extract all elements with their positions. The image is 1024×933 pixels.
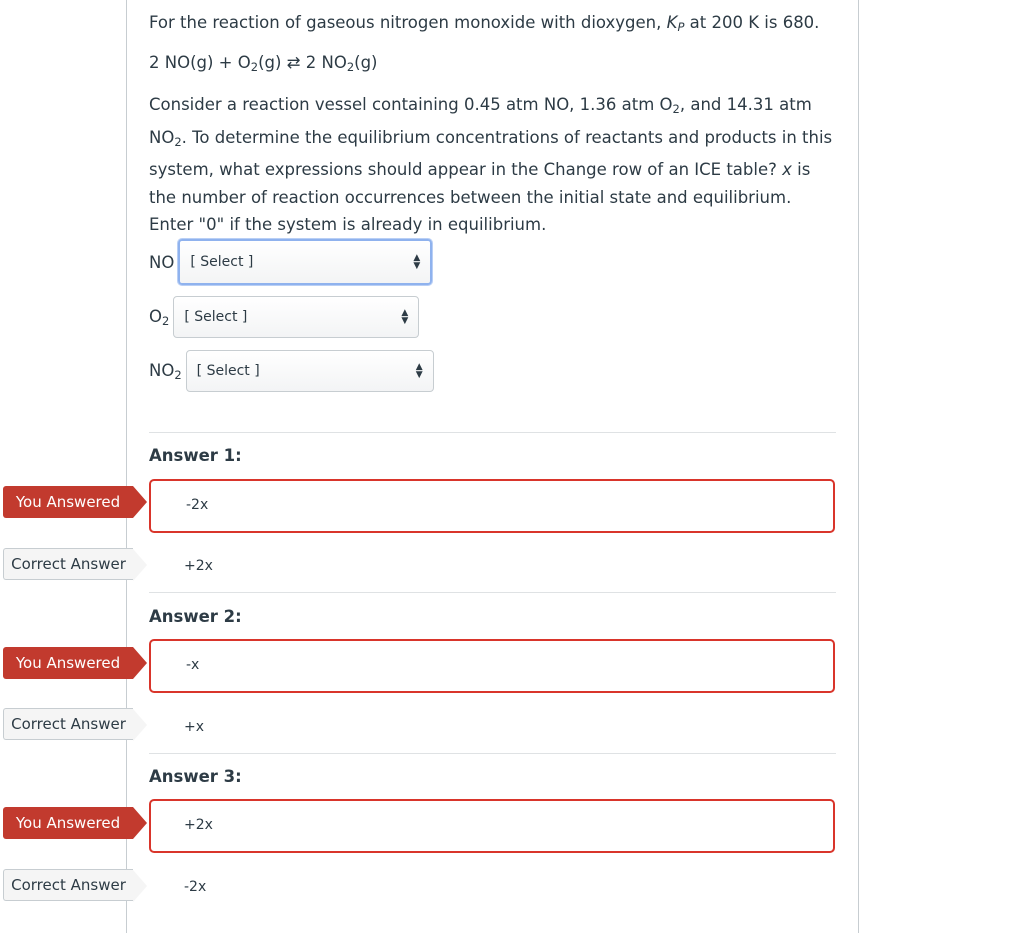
- kp-subscript: P: [677, 20, 685, 34]
- chem-label: O: [149, 306, 162, 326]
- you-answered-value: -2x: [186, 497, 209, 513]
- equation-subscript: 2: [346, 60, 355, 74]
- divider: [149, 432, 836, 433]
- divider: [149, 753, 836, 754]
- select-row-o2: [149, 296, 419, 338]
- chem-subscript: 2: [162, 313, 170, 328]
- body-subscript: 2: [174, 134, 182, 149]
- equilibrium-arrow-icon: ⇄: [286, 53, 301, 72]
- you-answered-tag: You Answered: [3, 647, 133, 679]
- you-answered-tag: You Answered: [3, 807, 133, 839]
- updown-arrows-icon: ▲ ▼: [415, 362, 423, 380]
- right-column-divider: [858, 0, 859, 933]
- body-subscript: 2: [672, 102, 680, 116]
- variable-x: x: [782, 160, 792, 179]
- answer-box-wrong: [149, 479, 835, 533]
- select-row-no2: [149, 350, 434, 392]
- equation-part: 2 NO: [300, 53, 347, 72]
- correct-answer-tag: Correct Answer: [3, 869, 133, 901]
- select-label-no2: [149, 361, 182, 382]
- equation-part: (g): [258, 53, 287, 72]
- chem-subscript: 2: [174, 367, 182, 382]
- question-intro: [149, 9, 819, 42]
- body-text: Consider a reaction vessel containing 0.45 atm NO, 1.36 atm O: [149, 95, 673, 114]
- correct-answer-tag: Correct Answer: [3, 548, 133, 580]
- select-value: [ Select ]: [190, 254, 254, 270]
- correct-answer-value: -2x: [184, 879, 207, 895]
- updown-arrows-icon: ▲ ▼: [401, 308, 409, 326]
- select-dropdown-no[interactable]: [178, 239, 432, 285]
- select-dropdown-o2[interactable]: [173, 296, 419, 338]
- chem-label: NO: [149, 360, 175, 380]
- select-label-no: [149, 253, 174, 272]
- chem-label: NO: [149, 252, 175, 272]
- select-dropdown-no2[interactable]: [186, 350, 434, 392]
- body-text: . To determine the equilibrium concentrations of reactants and products in this system, what expressions should appear in the Change row of an ICE table?: [149, 127, 833, 179]
- you-answered-value: +2x: [184, 817, 213, 833]
- correct-answer-value: +2x: [184, 558, 213, 574]
- you-answered-tag: You Answered: [3, 486, 133, 518]
- answer-heading: Answer 3:: [149, 767, 242, 786]
- left-column-divider: [126, 0, 127, 933]
- question-body: [149, 91, 836, 239]
- answer-heading: Answer 1:: [149, 446, 242, 465]
- select-label-o2: [149, 307, 169, 328]
- answer-box-wrong: [149, 639, 835, 693]
- you-answered-value: -x: [186, 657, 200, 673]
- select-value: [ Select ]: [196, 363, 260, 379]
- updown-arrows-icon: ▲ ▼: [413, 253, 421, 271]
- select-row-no: [149, 239, 432, 285]
- body-text: is the number of reaction occurrences between the initial state and equilibrium. Enter "0" if the system is already in equilibrium.: [149, 160, 811, 234]
- equation-part: 2 NO(g) + O: [149, 53, 251, 72]
- answer-box-wrong: [149, 799, 835, 853]
- correct-answer-tag: Correct Answer: [3, 708, 133, 740]
- divider: [149, 592, 836, 593]
- reaction-equation: [149, 53, 378, 74]
- answer-heading: Answer 2:: [149, 607, 242, 626]
- kp-symbol: K: [666, 13, 678, 32]
- intro-text-end: at 200 K is 680.: [684, 13, 820, 32]
- select-value: [ Select ]: [184, 309, 248, 325]
- equation-part: (g): [354, 53, 378, 72]
- body-text: , and 14.31 atm NO: [149, 95, 812, 147]
- intro-text: For the reaction of gaseous nitrogen monoxide with dioxygen,: [149, 13, 667, 32]
- equation-subscript: 2: [250, 60, 259, 74]
- correct-answer-value: +x: [184, 719, 205, 735]
